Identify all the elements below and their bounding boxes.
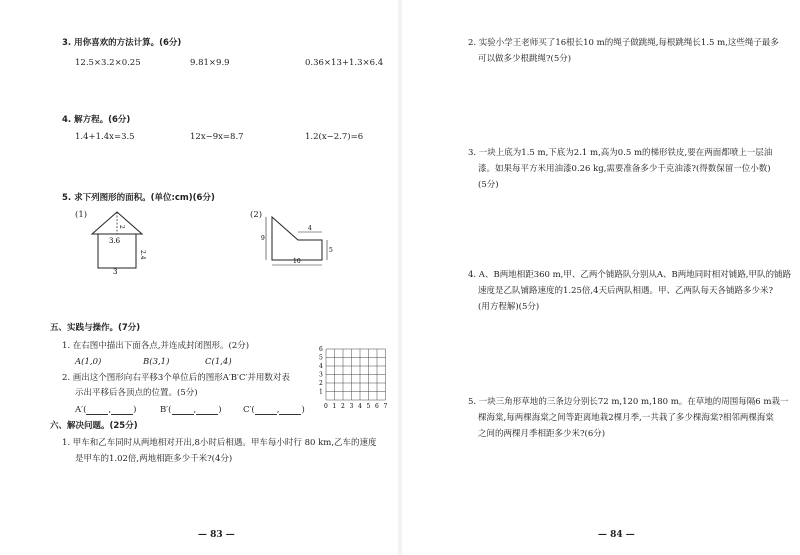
r-q2-line2: 可以做多少根跳绳?(5分) [478, 54, 572, 64]
q3-item-3: 0.36×13+1.3×6.4 [305, 58, 384, 68]
answer-c-prime: C′( , ) [243, 405, 305, 415]
q3-item-1: 12.5×3.2×0.25 [75, 58, 141, 68]
fig2-dim-bottom: 10 [293, 258, 301, 265]
sec5-q1: 1. 在右图中描出下面各点,并连成封闭图形。(2分) [62, 341, 250, 351]
sec6-title: 六、解决问题。(25分) [50, 421, 138, 431]
page-number-left: — 83 — [198, 530, 235, 540]
page-spine [398, 0, 402, 555]
grid-y-tick: 1 [319, 388, 323, 396]
q4-title: 4. 解方程。(6分) [62, 115, 131, 125]
fig2-trapezoid-diagram [262, 212, 337, 270]
grid-x-tick: 4 [358, 403, 362, 410]
fig1-dim-top: 3.6 [109, 237, 121, 245]
grid-y-tick: 6 [319, 346, 323, 353]
fig2-dim-right: 5 [329, 247, 333, 254]
grid-x-tick: 3 [349, 403, 354, 410]
r-q5-line2: 棵海棠,每两棵海棠之间等距离地栽2棵月季,一共栽了多少棵海棠?相邻两棵海棠 [478, 413, 774, 423]
fig1-dim-bottom: 3 [113, 268, 118, 276]
grid-x-tick: 5 [366, 403, 371, 410]
r-q5-line3: 之间的两棵月季相距多少米?(6分) [478, 429, 606, 439]
sec5-title: 五、实践与操作。(7分) [50, 323, 141, 333]
answer-a-prime: A′( , ) [75, 405, 137, 415]
sec5-q2-line2: 示出平移后各顶点的位置。(5分) [75, 388, 198, 398]
fig1-dim-right: 2.4 [139, 250, 146, 260]
r-q3-line2: 漆。如果每平方米用油漆0.26 kg,需要准备多少千克油漆?(得数保留一位小数) [478, 164, 771, 174]
q4-item-3: 1.2(x−2.7)=6 [305, 132, 364, 142]
point-c: C(1,4) [205, 357, 232, 367]
fig1-house-diagram [85, 210, 160, 275]
answer-b-prime: B′( , ) [160, 405, 222, 415]
r-q3-line3: (5分) [478, 180, 499, 190]
point-a: A(1,0) [75, 357, 102, 367]
grid-x-tick: 7 [383, 403, 388, 410]
sec6-q1-line2: 是甲车的1.02倍,两地相距多少千米?(4分) [75, 454, 233, 464]
q4-item-1: 1.4+1.4x=3.5 [75, 132, 135, 142]
grid-x-tick: 6 [375, 403, 379, 410]
grid-x-tick: 2 [341, 403, 345, 410]
grid-y-tick: 4 [319, 363, 323, 370]
coordinate-grid [318, 338, 386, 416]
fig1-label: (1) [75, 210, 88, 220]
fig2-dim-left: 9 [261, 235, 265, 242]
r-q4-line1: 4. A、B两地相距360 m,甲、乙两个铺路队分别从A、B两地同时相对铺路,甲队的铺路 [468, 270, 791, 280]
grid-y-tick: 5 [319, 354, 323, 362]
grid-x-tick: 0 [324, 403, 328, 410]
page-number-right: — 84 — [598, 530, 635, 540]
sec5-q2-line1: 2. 画出这个图形向右平移3个单位后的图形A′B′C′并用数对表 [62, 373, 290, 383]
r-q3-line1: 3. 一块上底为1.5 m,下底为2.1 m,高为0.5 m的梯形铁皮,要在两面都喷上一层油 [468, 148, 773, 158]
fig2-dim-top: 4 [308, 225, 312, 232]
r-q4-line3: (用方程解)(5分) [478, 302, 540, 312]
point-b: B(3,1) [143, 357, 170, 367]
r-q4-line2: 速度是乙队铺路速度的1.25倍,4天后两队相遇。甲、乙两队每天各铺路多少米? [478, 286, 774, 296]
grid-y-tick: 3 [319, 371, 323, 379]
q3-title: 3. 用你喜欢的方法计算。(6分) [62, 38, 182, 48]
sec6-q1-line1: 1. 甲车和乙车同时从两地相对开出,8小时后相遇。甲车每小时行 80 km,乙车的速度 [62, 438, 377, 448]
q4-item-2: 12x−9x=8.7 [190, 132, 244, 142]
r-q2-line1: 2. 实验小学王老师买了16根长10 m的绳子做跳绳,每根跳绳长1.5 m,这些绳子最多 [468, 38, 779, 48]
fig1-dim-roof: 2 [118, 225, 125, 229]
q3-item-2: 9.81×9.9 [190, 58, 230, 68]
grid-y-tick: 2 [319, 380, 323, 387]
q5-title: 5. 求下列图形的面积。(单位:cm)(6分) [62, 193, 215, 203]
fig2-label: (2) [250, 210, 263, 220]
r-q5-line1: 5. 一块三角形草地的三条边分别长72 m,120 m,180 m。在草地的周围每隔6 m栽一 [468, 397, 789, 407]
grid-x-tick: 1 [332, 403, 337, 410]
